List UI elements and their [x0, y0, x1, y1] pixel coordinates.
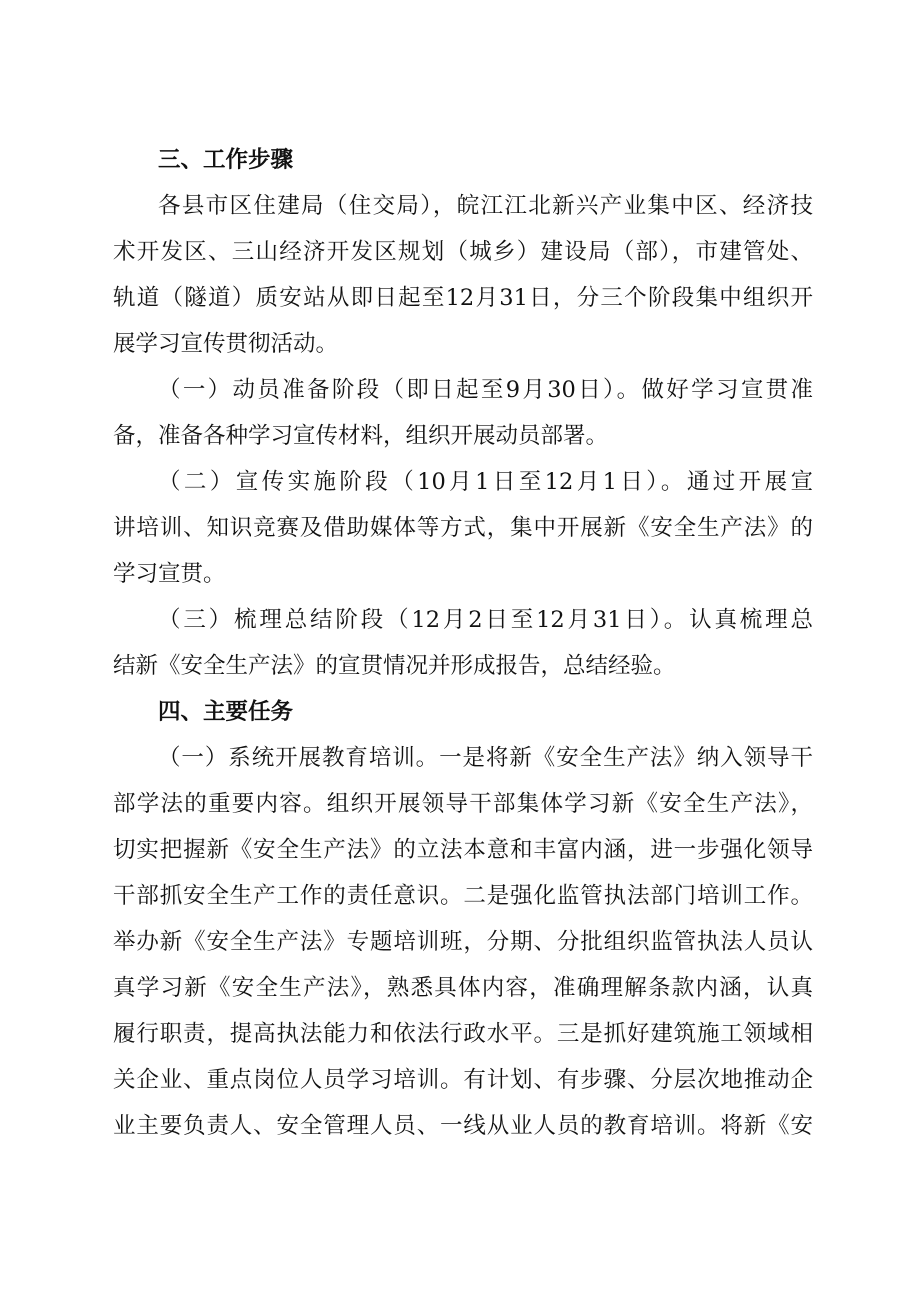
paragraph-line: 展学习宣传贯彻活动。	[113, 331, 339, 357]
paragraph-line: （一）动员准备阶段（即日起至9月30日）。做好学习宣贯准	[158, 377, 813, 403]
paragraph-line: 轨道（隧道）质安站从即日起至12月31日，分三个阶段集中组织开	[113, 285, 813, 311]
paragraph-line: 举办新《安全生产法》专题培训班，分期、分批组织监管执法人员认	[113, 929, 813, 955]
paragraph-line: 真学习新《安全生产法》，熟悉具体内容，准确理解条款内涵，认真	[113, 975, 813, 1001]
paragraph-line: 业主要负责人、安全管理人员、一线从业人员的教育培训。将新《安	[113, 1113, 813, 1139]
paragraph-line: 切实把握新《安全生产法》的立法本意和丰富内涵，进一步强化领导	[113, 837, 813, 863]
paragraph-line: 术开发区、三山经济开发区规划（城乡）建设局（部），市建管处、	[113, 239, 813, 265]
paragraph-line: 讲培训、知识竞赛及借助媒体等方式，集中开展新《安全生产法》的	[113, 515, 813, 541]
paragraph-line: 结新《安全生产法》的宣贯情况并形成报告，总结经验。	[113, 653, 676, 679]
section-heading-work-steps: 三、工作步骤	[158, 147, 294, 173]
paragraph-line: 各县市区住建局（住交局），皖江江北新兴产业集中区、经济技	[158, 193, 813, 219]
paragraph-line: 关企业、重点岗位人员学习培训。有计划、有步骤、分层次地推动企	[113, 1067, 813, 1093]
paragraph-line: （二）宣传实施阶段（10月1日至12月1日）。通过开展宣	[158, 469, 813, 495]
paragraph-line: （三）梳理总结阶段（12月2日至12月31日）。认真梳理总	[158, 607, 813, 633]
paragraph-line: 部学法的重要内容。组织开展领导干部集体学习新《安全生产法》，	[113, 791, 813, 817]
paragraph-line: （一）系统开展教育培训。一是将新《安全生产法》纳入领导干	[158, 745, 813, 771]
paragraph-line: 备，准备各种学习宣传材料，组织开展动员部署。	[113, 423, 609, 449]
paragraph-line: 履行职责，提高执法能力和依法行政水平。三是抓好建筑施工领域相	[113, 1021, 813, 1047]
section-heading-main-tasks: 四、主要任务	[158, 699, 294, 725]
paragraph-line: 干部抓安全生产工作的责任意识。二是强化监管执法部门培训工作。	[113, 883, 813, 909]
paragraph-line: 学习宣贯。	[113, 561, 226, 587]
